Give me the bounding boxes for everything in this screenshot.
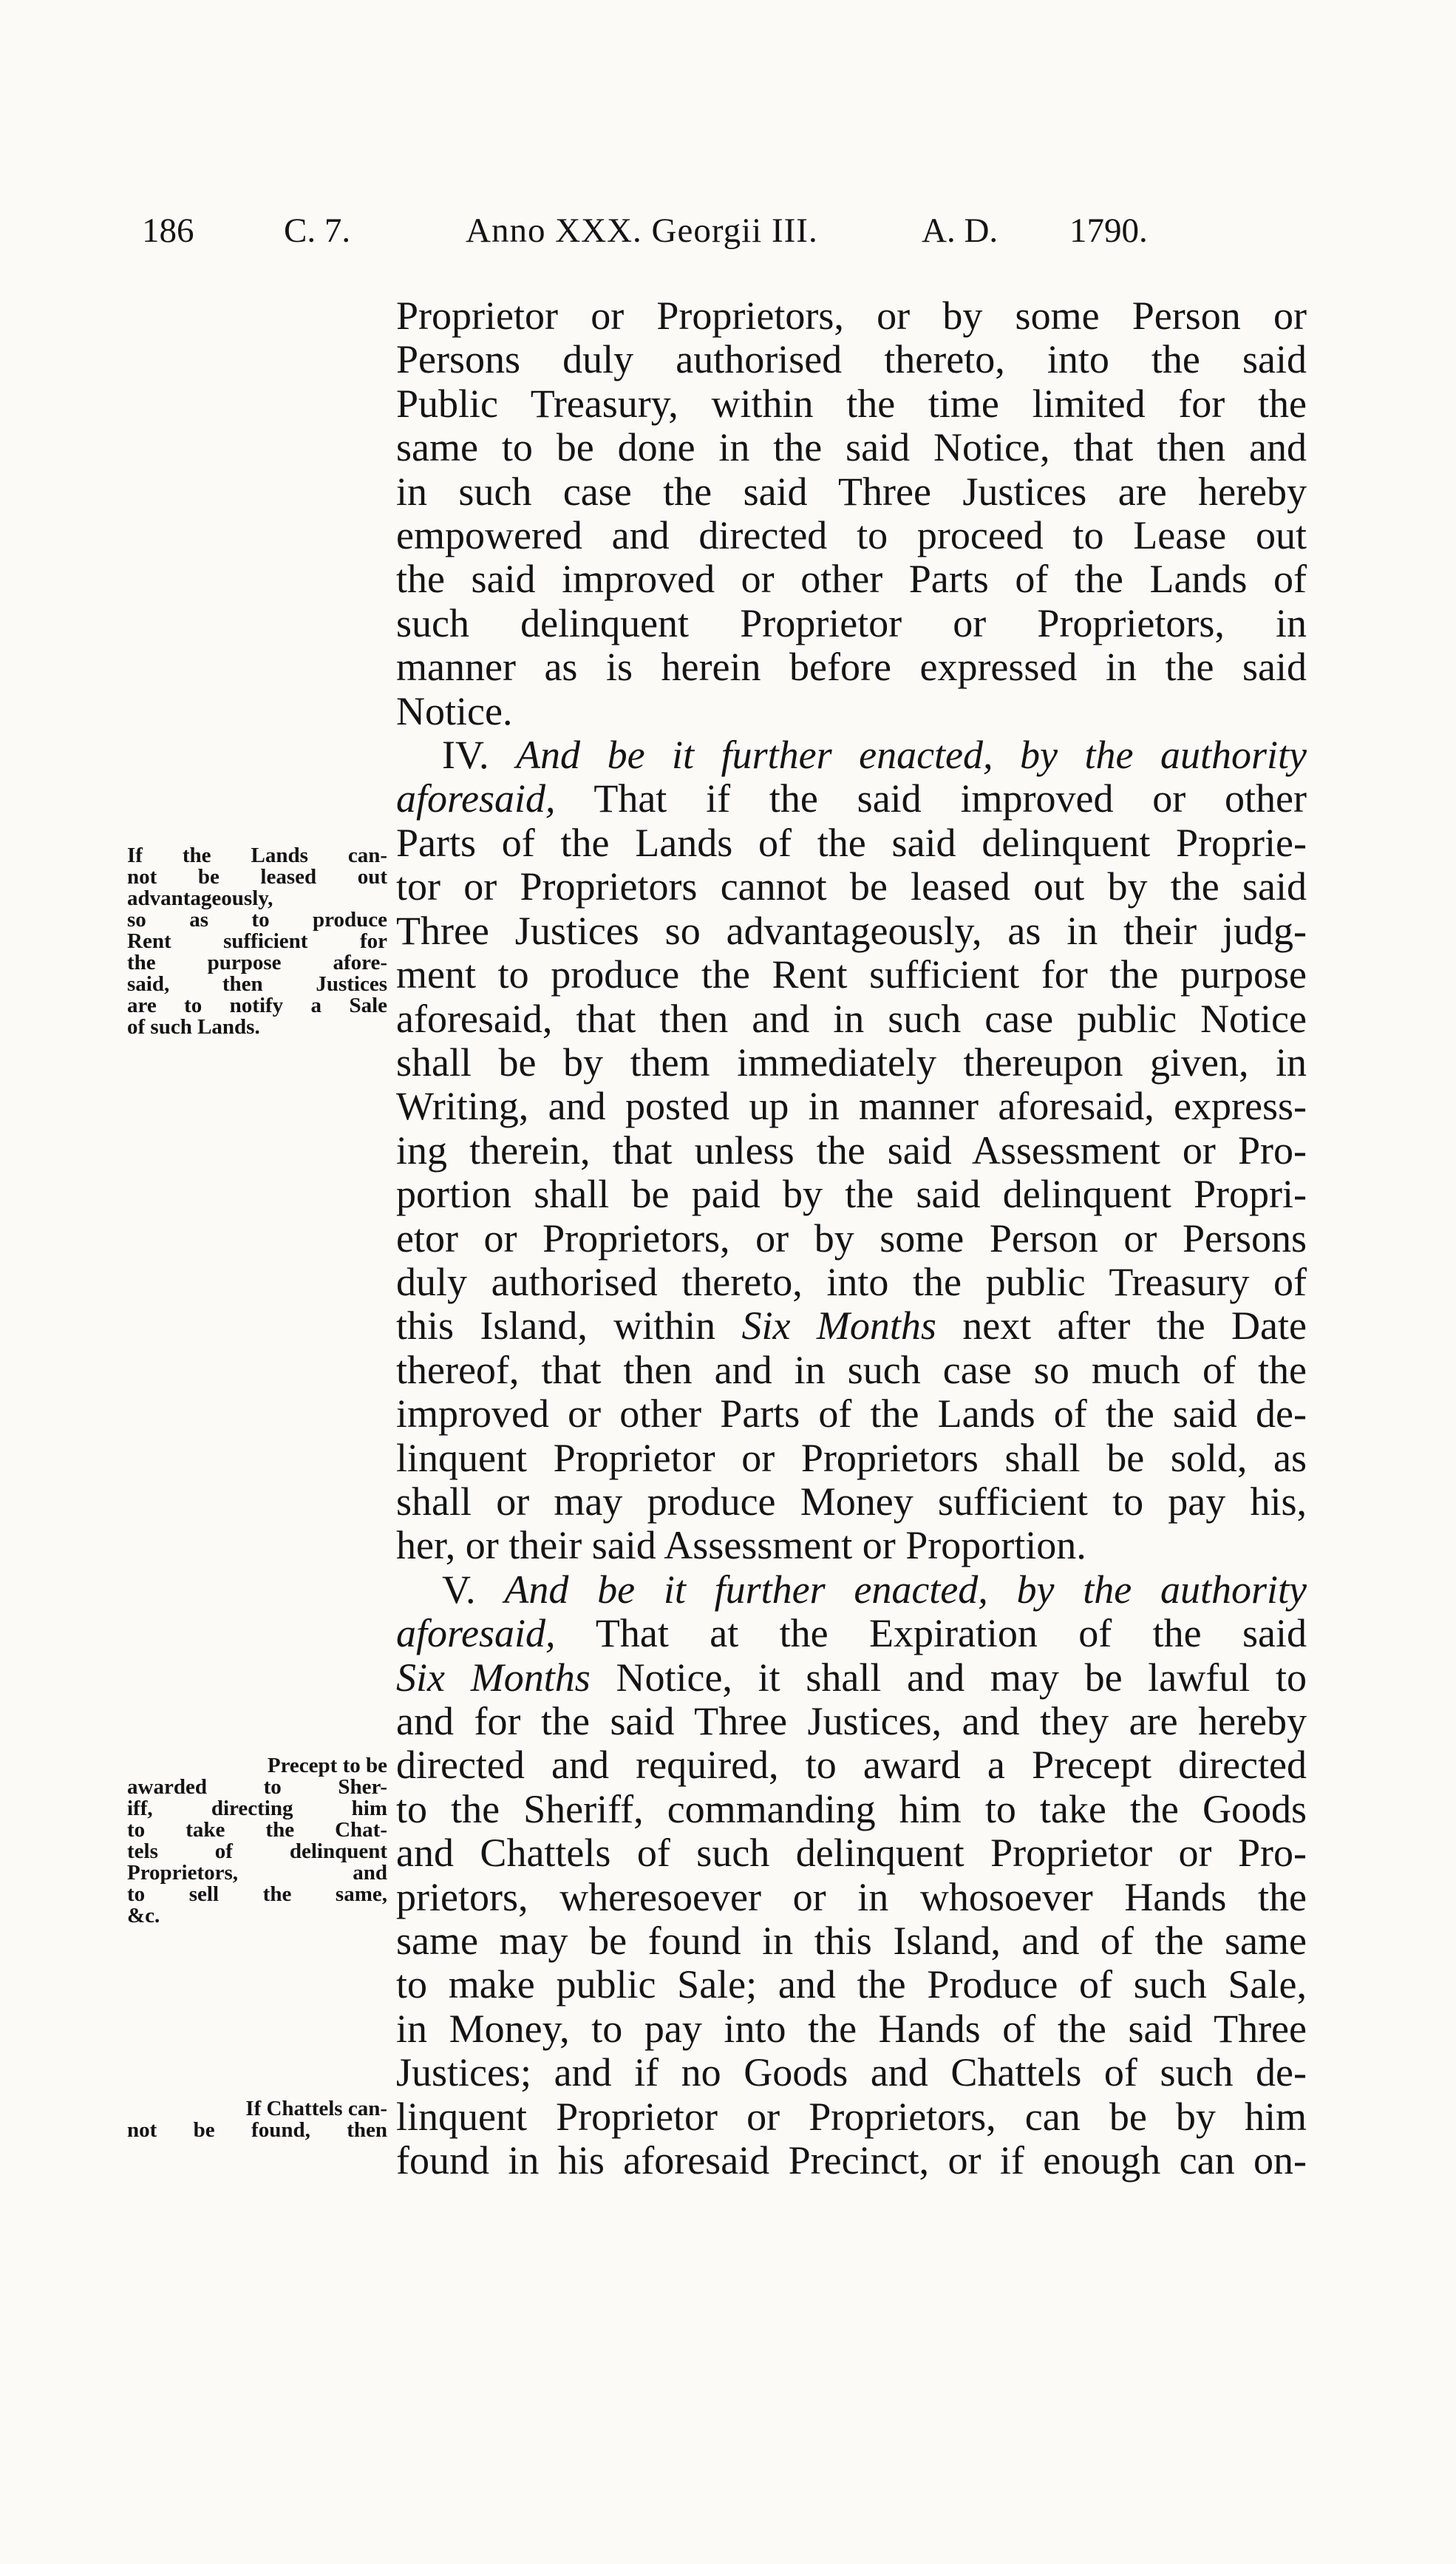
text-line: Proprietor or Proprietors, or by some Person or xyxy=(396,294,1307,338)
text-line: and for the said Three Justices, and they are hereby xyxy=(396,1699,1307,1743)
text-line: Three Justices so advantageously, as in their judg- xyxy=(396,908,1307,953)
text-line: found in his aforesaid Precinct, or if enough can on- xyxy=(396,2138,1307,2183)
text-line: ment to produce the Rent sufficient for the purpose xyxy=(396,952,1307,997)
text-line: in such case the said Three Justices are hereby xyxy=(396,469,1307,514)
text-line: same may be found in this Island, and of the same xyxy=(396,1919,1307,1964)
text-line: aforesaid, That at the Expiration of the said xyxy=(396,1611,1307,1656)
section-v xyxy=(396,1568,1307,2183)
text-line: linquent Proprietor or Proprietors shall be sold, as xyxy=(396,1435,1307,1480)
year: 1790. xyxy=(1069,211,1148,250)
text-line: the said improved or other Parts of the Lands of xyxy=(396,557,1307,602)
text-line: Justices; and if no Goods and Chattels of such de- xyxy=(396,2050,1307,2095)
text-line: in Money, to pay into the Hands of the said Three xyxy=(396,2006,1307,2051)
running-header xyxy=(142,208,1308,253)
page-number: 186 xyxy=(142,211,194,250)
main-text xyxy=(396,294,1307,2183)
text-line: linquent Proprietor or Proprietors, can be by him xyxy=(396,2094,1307,2139)
section-v-first-line xyxy=(396,1568,1307,1612)
text-line: Parts of the Lands of the said delinquent Proprie- xyxy=(396,820,1307,865)
text-line: Writing, and posted up in manner aforesaid, express- xyxy=(396,1084,1307,1129)
text-line: ing therein, that unless the said Assessment or Pro- xyxy=(396,1127,1307,1173)
chapter-number: C. 7. xyxy=(284,211,351,250)
enacting-clause: And be it further enacted, by the authority xyxy=(504,1567,1307,1612)
text-line: such delinquent Proprietor or Proprietors, in xyxy=(396,600,1307,645)
enacting-clause-end: aforesaid, xyxy=(396,1611,556,1656)
enacting-clause-end: aforesaid, xyxy=(396,776,556,821)
text-line: tor or Proprietors cannot be leased out by the said xyxy=(396,864,1307,909)
text-line: portion shall be paid by the said delinquent Propri- xyxy=(396,1172,1307,1217)
text-line: empowered and directed to proceed to Lease out xyxy=(396,513,1307,558)
section-iv xyxy=(396,733,1307,1568)
text-line: aforesaid, That if the said improved or other xyxy=(396,776,1307,821)
text-line: prietors, wheresoever or in whosoever Hands the xyxy=(396,1874,1307,1919)
text-line: duly authorised thereto, into the public Treasury of xyxy=(396,1259,1307,1304)
text-line: Notice. xyxy=(396,688,513,733)
paragraph-continued xyxy=(396,294,1307,733)
text-line: aforesaid, that then and in such case public Notice xyxy=(396,996,1307,1041)
text-line: thereof, that then and in such case so much of the xyxy=(396,1347,1307,1392)
section-number: IV. xyxy=(442,733,489,778)
section-iv-first-line xyxy=(396,733,1307,777)
text-line: Persons duly authorised thereto, into the said xyxy=(396,337,1307,382)
text-line: directed and required, to award a Precept directed xyxy=(396,1743,1307,1788)
text-line: this Island, within Six Months next after the Date xyxy=(396,1303,1307,1349)
margin-note-chattels: If Chattels can- not be found, then xyxy=(127,2097,387,2142)
text-line: Public Treasury, within the time limited for the xyxy=(396,381,1307,426)
text-line: her, or their said Assessment or Proportion. xyxy=(396,1523,1086,1568)
text-line: shall or may produce Money sufficient to pay his, xyxy=(396,1479,1307,1524)
section-number: V. xyxy=(442,1567,476,1612)
text-line: manner as is herein before expressed in the said xyxy=(396,645,1307,690)
text-line: to make public Sale; and the Produce of such Sale, xyxy=(396,1962,1307,2007)
enacting-clause: And be it further enacted, by the authority xyxy=(516,733,1307,778)
margin-note-precept: Precept to be awarded to Sher- iff, directing him to take the Chat- tels of delinquent Proprietors, and to sell the same, &c. xyxy=(127,1754,387,1927)
anno-domini: A. D. xyxy=(922,211,999,250)
regnal-year: Anno XXX. Georgii III. xyxy=(466,211,818,250)
text-line: etor or Proprietors, or by some Person or Persons xyxy=(396,1215,1307,1261)
text-line: improved or other Parts of the Lands of the said de- xyxy=(396,1391,1307,1437)
text-line: same to be done in the said Notice, that then and xyxy=(396,425,1307,470)
margin-note-sale-of-lands: If the Lands can- not be leased out advantageously, so as to produce Rent sufficient for the purpose afore- said, then Justices are to notify a Sale of such Lands. xyxy=(127,844,387,1039)
text-line: Six Months Notice, it shall and may be lawful to xyxy=(396,1655,1307,1700)
text-line: shall be by them immediately thereupon given, in xyxy=(396,1039,1307,1085)
text-line: and Chattels of such delinquent Proprietor or Pro- xyxy=(396,1831,1307,1876)
text-line: to the Sheriff, commanding him to take the Goods xyxy=(396,1786,1307,1831)
